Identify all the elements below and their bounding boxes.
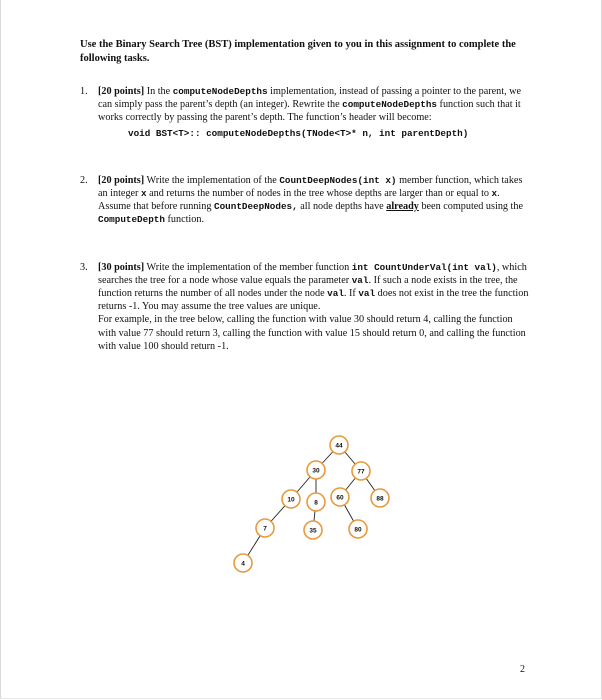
q2-number: 2. [80,174,88,186]
node-label: 8 [314,499,318,507]
node-label: 30 [312,467,320,475]
q3-text-4: . If [343,288,359,300]
q1-number: 1. [80,86,88,97]
tree-nodes [234,436,389,572]
q3-var2: val [327,288,344,300]
q1-text-3: function such that it works correctly by passing the parent’s depth. The function’s header will become: [98,99,521,124]
q3-var3: val [358,288,376,300]
q3-fn1: int CountUnderVal(int val) [351,261,497,273]
q3-text-1: Write the implementation of the member function [144,261,352,273]
q2-text-1: Write the implementation of the [144,174,280,186]
q2-points: [20 points] [98,174,145,186]
tree-node [352,462,370,480]
page-number: 2 [520,664,525,675]
q2-text-3: and returns the number of nodes in the tree whose depths are larger than or equal to [146,188,492,200]
tree-node [234,554,252,572]
q3-var1: val [351,274,369,286]
tree-node [349,520,367,538]
q3-number: 3. [80,261,88,273]
tree-node [304,521,322,539]
q1-text-2: implementation, instead of passing a pointer to the parent, we can simply pass the parent’s depth (an integer). Rewrite the [98,86,522,111]
node-label: 60 [336,494,344,502]
q1-function-header: void BST<T>:: computeNodeDepths(TNode<T>* n, int parentDepth) [128,127,469,139]
q3-example: For example, in the tree below, calling the function with value 30 should return 4, calling the function with value 77 should return 3, calling the function with value 15 should return 0, and calling the function with value 100 should return -1. [98,314,526,352]
tree-node [282,490,300,508]
q1-text-1: In the [144,86,173,97]
q2-text-5: all node depths have [297,201,387,213]
q2-var: x [141,188,147,200]
q2-text-4: . Assume that before running [98,188,500,213]
node-label: 35 [309,527,317,535]
q2-fn3: ComputeDepth [98,214,165,226]
tree-node [307,493,325,511]
node-label: 10 [287,496,295,504]
q2-var2: x [491,188,498,200]
node-label: 77 [357,468,365,476]
node-label: 4 [241,560,245,568]
q2-text-2: member function, which takes an integer [98,174,523,200]
q1-fn1: computeNodeDepths [172,86,268,97]
node-label: 80 [354,526,362,534]
q2-text-6: been computed using the [418,201,524,213]
tree-node [330,436,348,454]
q3-text-2: , which searches the tree for a node whose value equals the parameter [98,261,527,286]
tree-node [371,489,389,507]
q1-points: [20 points] [98,86,145,97]
q2-fn1: CountDeepNodes(int x) [279,174,397,186]
tree-node [256,519,274,537]
node-label: 88 [376,495,384,503]
node-label: 44 [335,442,343,450]
q3-text-3: . If such a node exists in the tree, the function returns the number of all nodes under the node [98,274,518,300]
q3-text-5: does not exist in the tree the function returns -1. You may assume the tree values are unique. [98,288,529,313]
q3-points: [30 points] [98,261,145,273]
q2-emphasis: already [386,201,419,213]
q1-fn2: computeNodeDepths [342,99,437,111]
q2-text-7: function. [164,214,204,226]
node-label: 7 [263,525,267,533]
intro-text: Use the Binary Search Tree (BST) implementation given to you in this assignment to complete the following tasks. [80,39,516,64]
q2-fn2: CountDeepNodes, [214,201,298,213]
tree-node [331,488,349,506]
tree-node [307,461,325,479]
